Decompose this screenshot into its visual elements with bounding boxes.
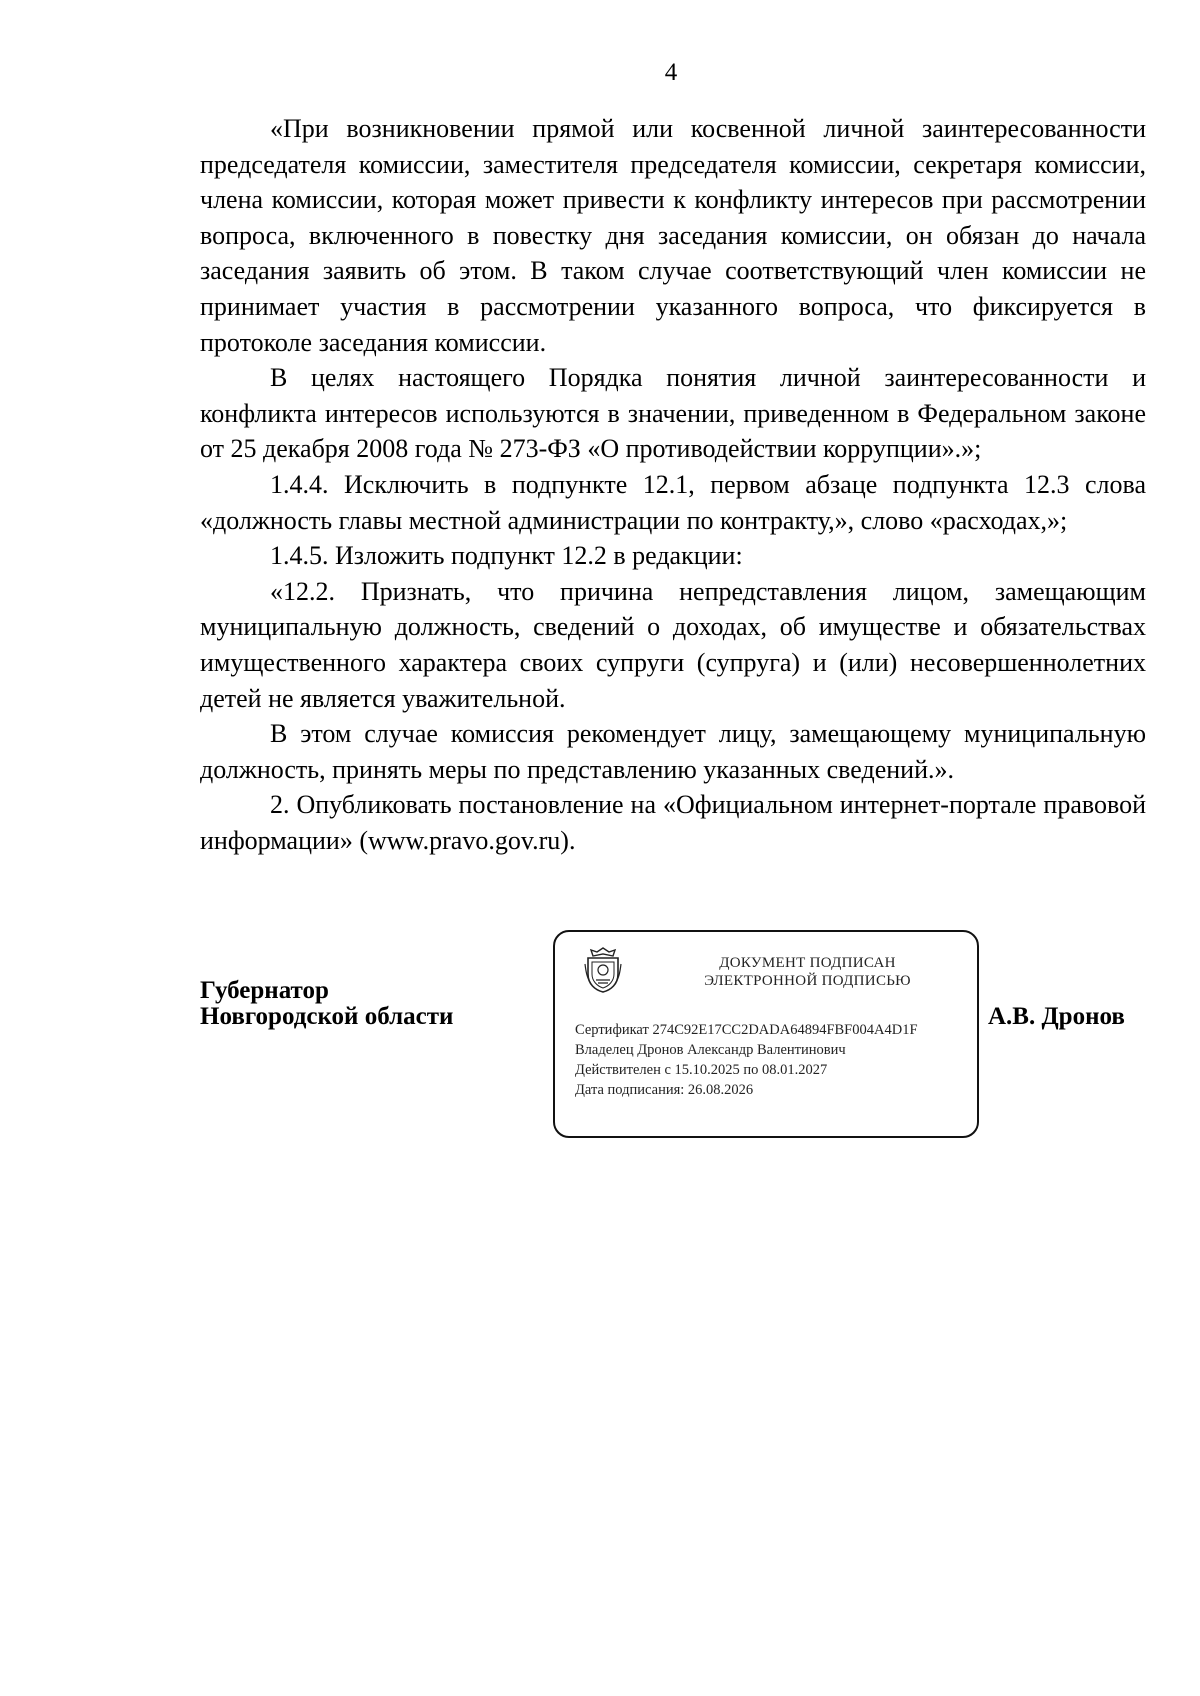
- paragraph-1-4-5: 1.4.5. Изложить подпункт 12.2 в редакции:: [270, 541, 743, 571]
- stamp-owner: Владелец Дронов Александр Валентинович: [575, 1042, 846, 1058]
- stamp-heading: [665, 954, 950, 990]
- electronic-signature-stamp: [553, 930, 979, 1138]
- signature-block: [0, 930, 1200, 1150]
- signer-position: [200, 978, 453, 1030]
- paragraph-1-4-4: 1.4.4. Исключить в подпункте 12.1, первом абзаце подпункта 12.3 слова «должность главы местной администрации по контракту,», слово «расходах,»;: [200, 469, 1146, 535]
- page-number: 4: [664, 59, 678, 86]
- paragraph-definitions: В целях настоящего Порядка понятия личной заинтересованности и конфликта интересов используются в значении, приведенном в Федеральном законе от 25 декабря 2008 года № 273-ФЗ «О противодействии коррупции».»;: [200, 363, 1146, 464]
- document-body: [200, 111, 1146, 858]
- paragraph-publish: 2. Опубликовать постановление на «Официальном интернет-портале правовой информации» (www.pravo.gov.ru).: [200, 790, 1146, 855]
- stamp-certificate: Сертификат 274C92E17CC2DADA64894FBF004A4D1F: [575, 1022, 918, 1038]
- signer-position-line2: Новгородской области: [200, 1003, 454, 1030]
- signer-position-line1: Губернатор: [200, 977, 329, 1004]
- stamp-signed-date: Дата подписания: 26.08.2026: [575, 1082, 754, 1098]
- stamp-details: [575, 1020, 918, 1100]
- stamp-heading-line2: ЭЛЕКТРОННОЙ ПОДПИСЬЮ: [704, 973, 911, 989]
- signer-name: А.В. Дронов: [988, 1003, 1125, 1030]
- stamp-heading-line1: ДОКУМЕНТ ПОДПИСАН: [719, 955, 896, 971]
- paragraph-recommendation: В этом случае комиссия рекомендует лицу, замещающему муниципальную должность, принять меры по представлению указанных сведений.».: [200, 719, 1146, 784]
- paragraph-conflict-of-interest: «При возникновении прямой или косвенной личной заинтересованности председателя комиссии, заместителя председателя комиссии, секретаря комиссии, члена комиссии, которая может привести к конфликту интересов при рассмотрении вопроса, включенного в повестку дня заседания комиссии, он обязан до начала заседания заявить об этом. В таком случае соответствующий член комиссии не принимает участия в рассмотрении указанного вопроса, что фиксируется в протоколе заседания комиссии.: [200, 114, 1146, 357]
- stamp-validity: Действителен с 15.10.2025 по 08.01.2027: [575, 1062, 828, 1078]
- coat-of-arms-icon: [583, 946, 623, 994]
- paragraph-12-2: «12.2. Признать, что причина непредставления лицом, замещающим муниципальную должность, сведений о доходах, об имуществе и обязательствах имущественного характера своих супруги (супруга) и (или) несовершеннолетних детей не является уважительной.: [200, 576, 1146, 713]
